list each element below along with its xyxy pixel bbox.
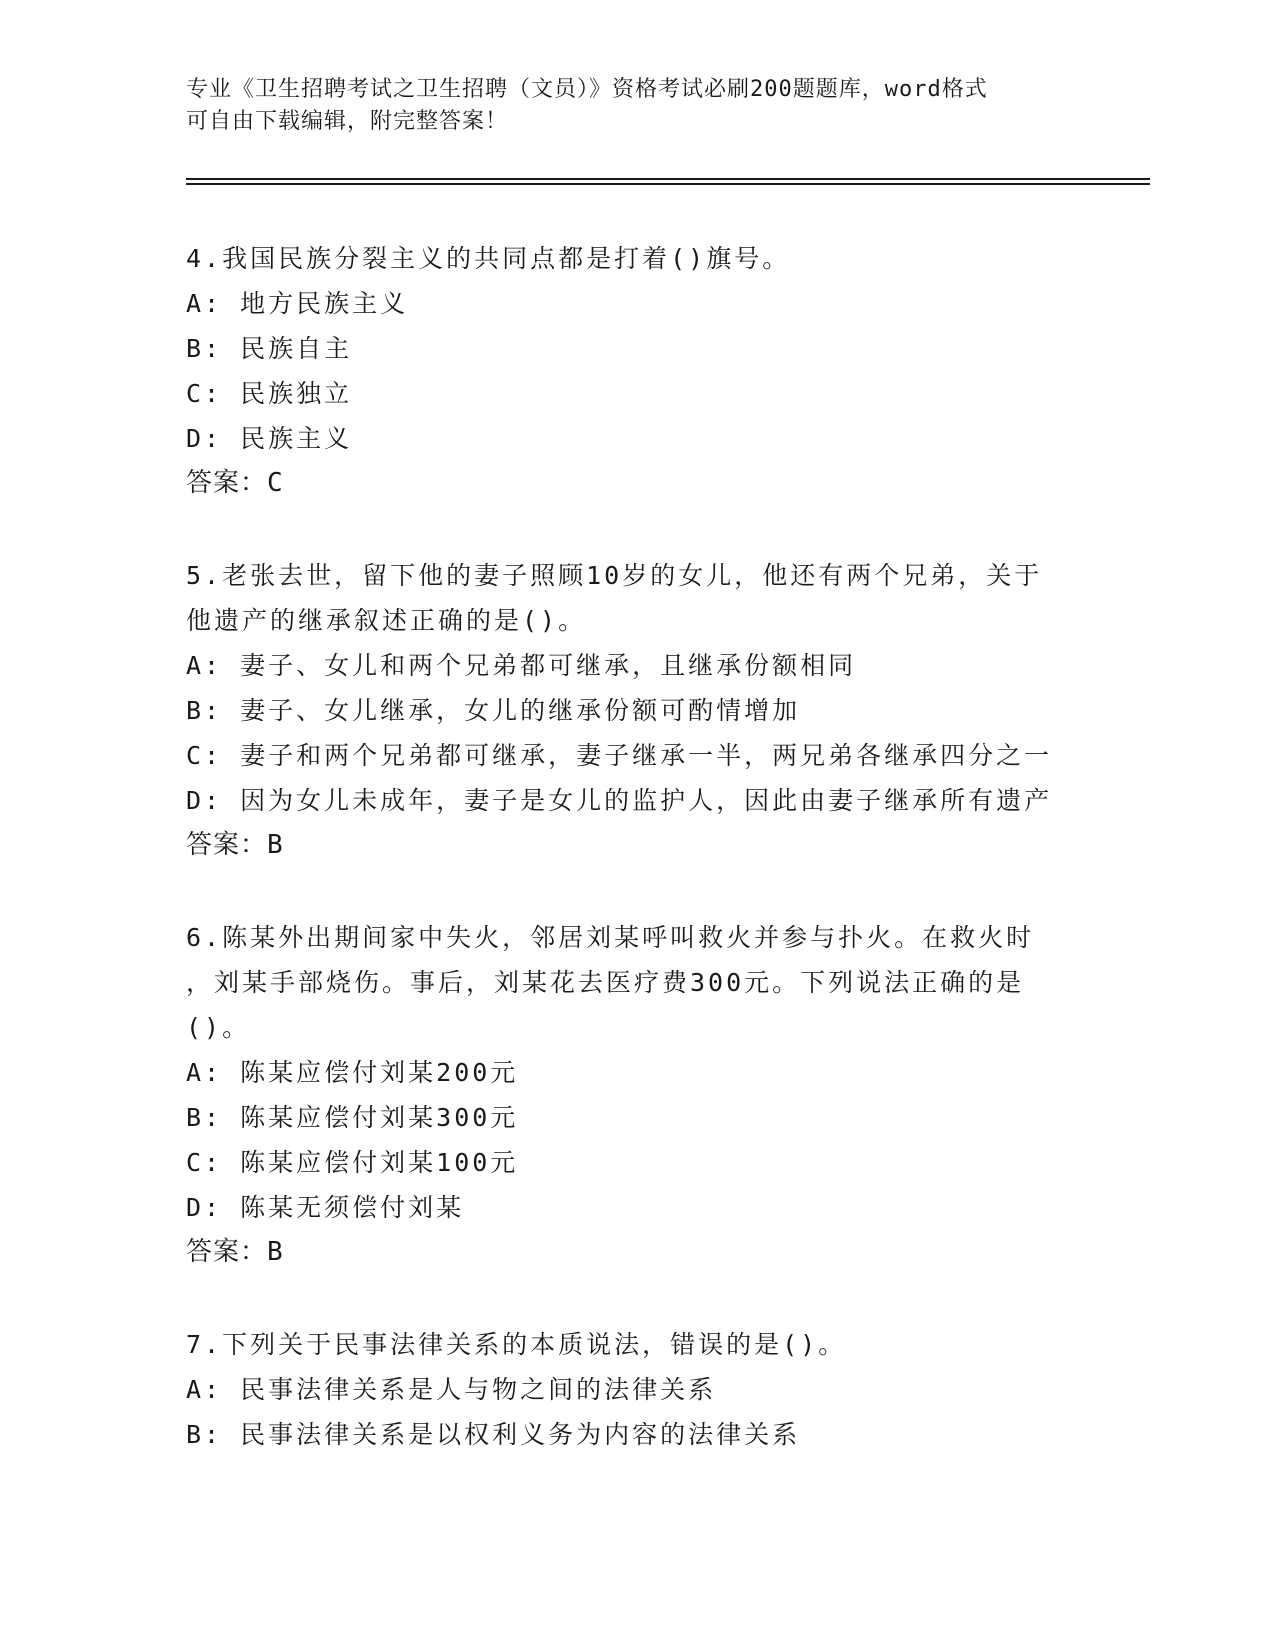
answer-option: D: 民族主义: [186, 424, 353, 453]
question-text-line: ，刘某手部烧伤。事后，刘某花去医疗费300元。下列说法正确的是: [186, 968, 1025, 997]
header-divider-top: [186, 178, 1150, 180]
answer-option: A: 民事法律关系是人与物之间的法律关系: [186, 1375, 717, 1404]
answer-label: 答案：: [186, 830, 268, 860]
answer-option: A: 地方民族主义: [186, 289, 409, 318]
answer-option: A: 陈某应偿付刘某200元: [186, 1058, 519, 1087]
question-block: [186, 236, 1086, 506]
question-text-line: 5.老张去世，留下他的妻子照顾10岁的女儿，他还有两个兄弟，关于: [186, 561, 1043, 590]
answer-label: 答案：: [186, 468, 268, 498]
answer-option: B: 民事法律关系是以权利义务为内容的法律关系: [186, 1420, 801, 1449]
answer-option: A: 妻子、女儿和两个兄弟都可继承，且继承份额相同: [186, 651, 857, 680]
answer-line: [186, 461, 1086, 506]
question-list: [186, 236, 1086, 1504]
answer-value: B: [267, 830, 284, 860]
answer-line: [186, 823, 1086, 868]
answer-value: B: [267, 1237, 284, 1267]
header-line-1: 专业《卫生招聘考试之卫生招聘（文员）》资格考试必刷200题题库，word格式: [186, 77, 988, 102]
question-text-line: 7.下列关于民事法律关系的本质说法，错误的是()。: [186, 1330, 847, 1359]
question-block: [186, 1322, 1086, 1457]
answer-option: B: 民族自主: [186, 334, 353, 363]
question-text-line: 4.我国民族分裂主义的共同点都是打着()旗号。: [186, 244, 791, 273]
answer-option: D: 因为女儿未成年，妻子是女儿的监护人，因此由妻子继承所有遗产: [186, 786, 1053, 815]
answer-option: C: 陈某应偿付刘某100元: [186, 1148, 519, 1177]
answer-option: C: 民族独立: [186, 379, 353, 408]
question-text-line: ()。: [186, 1013, 251, 1042]
question-block: [186, 915, 1086, 1275]
answer-label: 答案：: [186, 1237, 268, 1267]
question-text-line: 6.陈某外出期间家中失火，邻居刘某呼叫救火并参与扑火。在救火时: [186, 923, 1035, 952]
answer-option: B: 陈某应偿付刘某300元: [186, 1103, 519, 1132]
document-header: [186, 74, 1086, 138]
question-block: [186, 553, 1086, 868]
header-divider-bottom: [186, 183, 1150, 185]
header-line-2: 可自由下载编辑，附完整答案！: [186, 109, 509, 134]
question-text-line: 他遗产的继承叙述正确的是()。: [186, 606, 587, 635]
answer-option: C: 妻子和两个兄弟都可继承，妻子继承一半，两兄弟各继承四分之一: [186, 741, 1053, 770]
answer-option: B: 妻子、女儿继承，女儿的继承份额可酌情增加: [186, 696, 801, 725]
answer-value: C: [267, 468, 284, 498]
answer-line: [186, 1230, 1086, 1275]
answer-option: D: 陈某无须偿付刘某: [186, 1193, 465, 1222]
